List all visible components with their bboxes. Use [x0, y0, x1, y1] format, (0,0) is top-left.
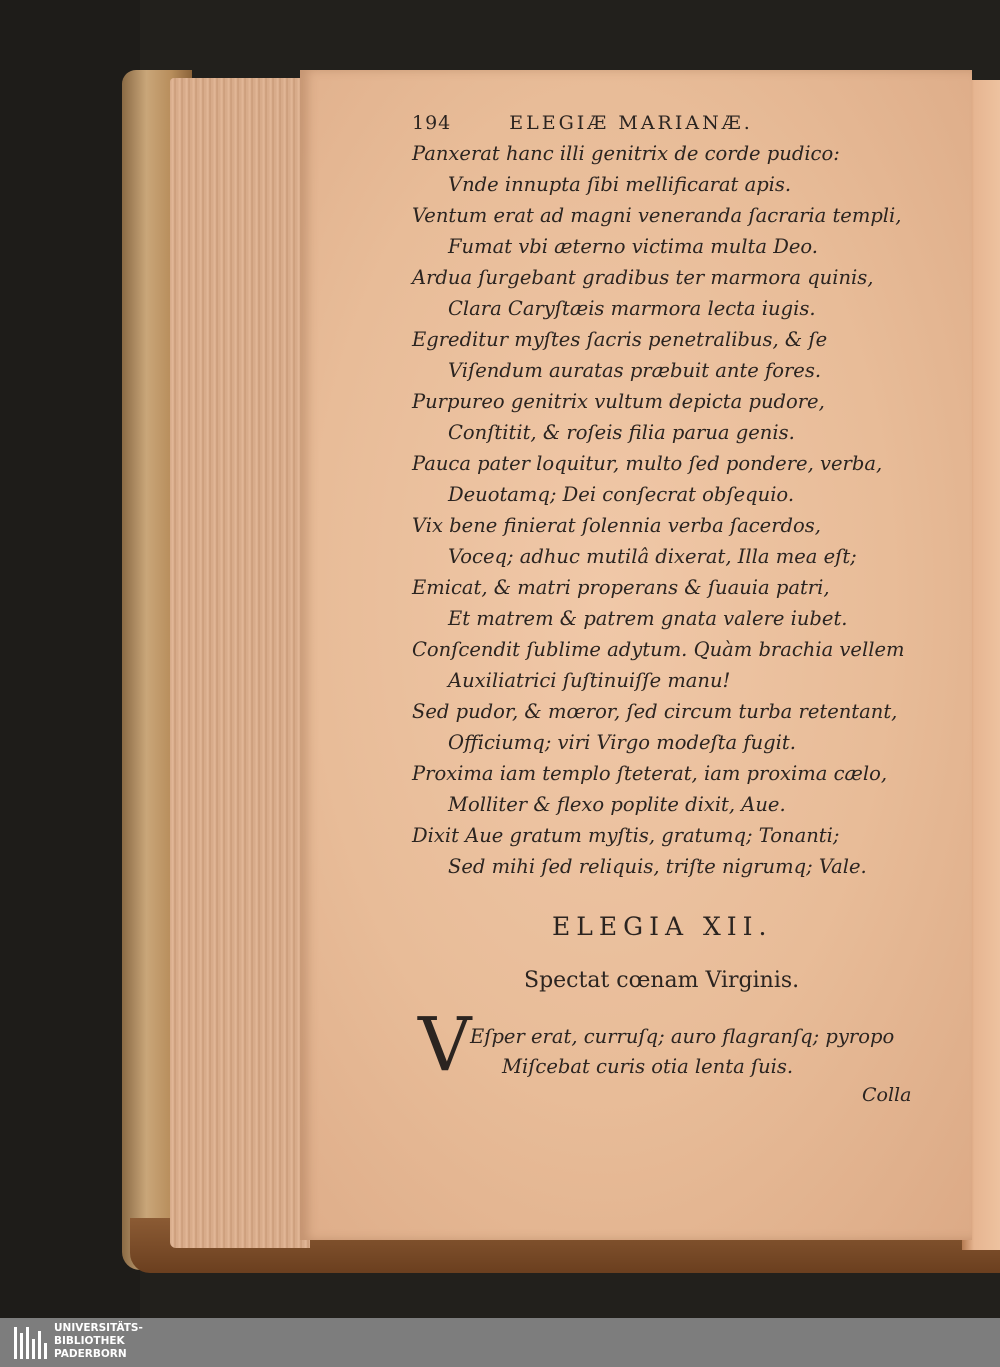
- elegia-subtitle: Spectat cœnam Virginis.: [524, 968, 800, 993]
- library-name-line: UNIVERSITÄTS-: [54, 1322, 143, 1334]
- library-footer: [0, 1318, 1000, 1367]
- verse-line: Panxerat hanc illi genitrix de corde pudico:: [412, 142, 840, 165]
- verse-line: Clara Caryſtæis marmora lecta iugis.: [448, 297, 816, 320]
- library-logo-icon: [12, 1325, 48, 1361]
- catchword: Colla: [862, 1084, 912, 1106]
- verse-line: Voceq; adhuc mutilâ dixerat, Illa mea eſt;: [448, 545, 857, 568]
- verse-line: Molliter & flexo poplite dixit, Aue.: [448, 793, 786, 816]
- verse-line: Auxiliatrici ſuſtinuiſſe manu!: [448, 669, 731, 692]
- page-number: 194: [412, 112, 452, 134]
- verse-line: Deuotamq; Dei conſecrat obſequio.: [448, 483, 795, 506]
- verse-line: Ventum erat ad magni veneranda ſacraria templi,: [412, 204, 902, 227]
- verse-list: [412, 138, 952, 882]
- verse-line: Eſper erat, curruſq; auro flagranſq; pyropo: [470, 1025, 895, 1048]
- background: [0, 0, 140, 1318]
- verse-line: Et matrem & patrem gnata valere iubet.: [448, 607, 848, 630]
- running-title: ELEGIÆ MARIANÆ.: [509, 112, 753, 134]
- elegia-title: ELEGIA XII.: [552, 912, 773, 941]
- verse-line: Sed mihi ſed reliquis, triſte nigrumq; Vale.: [448, 855, 867, 878]
- library-name-line: BIBLIOTHEK: [54, 1335, 125, 1347]
- verse-line: Sed pudor, & mœror, ſed circum turba retentant,: [412, 700, 898, 723]
- library-name: [54, 1322, 143, 1361]
- verse-line: Vix bene finierat ſolennia verba ſacerdos,: [412, 514, 821, 537]
- verse-line: Ardua ſurgebant gradibus ter marmora quinis,: [412, 266, 874, 289]
- verse-line: Viſendum auratas præbuit ante fores.: [448, 359, 822, 382]
- drop-capital: V: [418, 1002, 472, 1088]
- page-text: [412, 108, 952, 882]
- verse-line: Conſcendit ſublime adytum. Quàm brachia vellem: [412, 638, 905, 661]
- elegia-opening: [470, 1022, 894, 1082]
- verse-line: Miſcebat curis otia lenta ſuis.: [502, 1055, 794, 1078]
- verse-line: Pauca pater loquitur, multo ſed pondere, verba,: [412, 452, 883, 475]
- verse-line: Emicat, & matri properans & ſuauia patri,: [412, 576, 830, 599]
- running-head: [412, 108, 952, 138]
- library-name-line: PADERBORN: [54, 1348, 127, 1360]
- verse-line: Dixit Aue gratum myſtis, gratumq; Tonanti;: [412, 824, 840, 847]
- verse-line: Egreditur myſtes ſacris penetralibus, & ſe: [412, 328, 828, 351]
- verse-line: Officiumq; viri Virgo modeſta fugit.: [448, 731, 796, 754]
- page-edges: [170, 78, 310, 1248]
- verse-line: Conſtitit, & roſeis filia parua genis.: [448, 421, 795, 444]
- verse-line: Vnde innupta ſibi mellificarat apis.: [448, 173, 792, 196]
- verse-line: Proxima iam templo ſteterat, iam proxima cælo,: [412, 762, 888, 785]
- verse-line: Fumat vbi æterno victima multa Deo.: [448, 235, 818, 258]
- verse-line: Purpureo genitrix vultum depicta pudore,: [412, 390, 825, 413]
